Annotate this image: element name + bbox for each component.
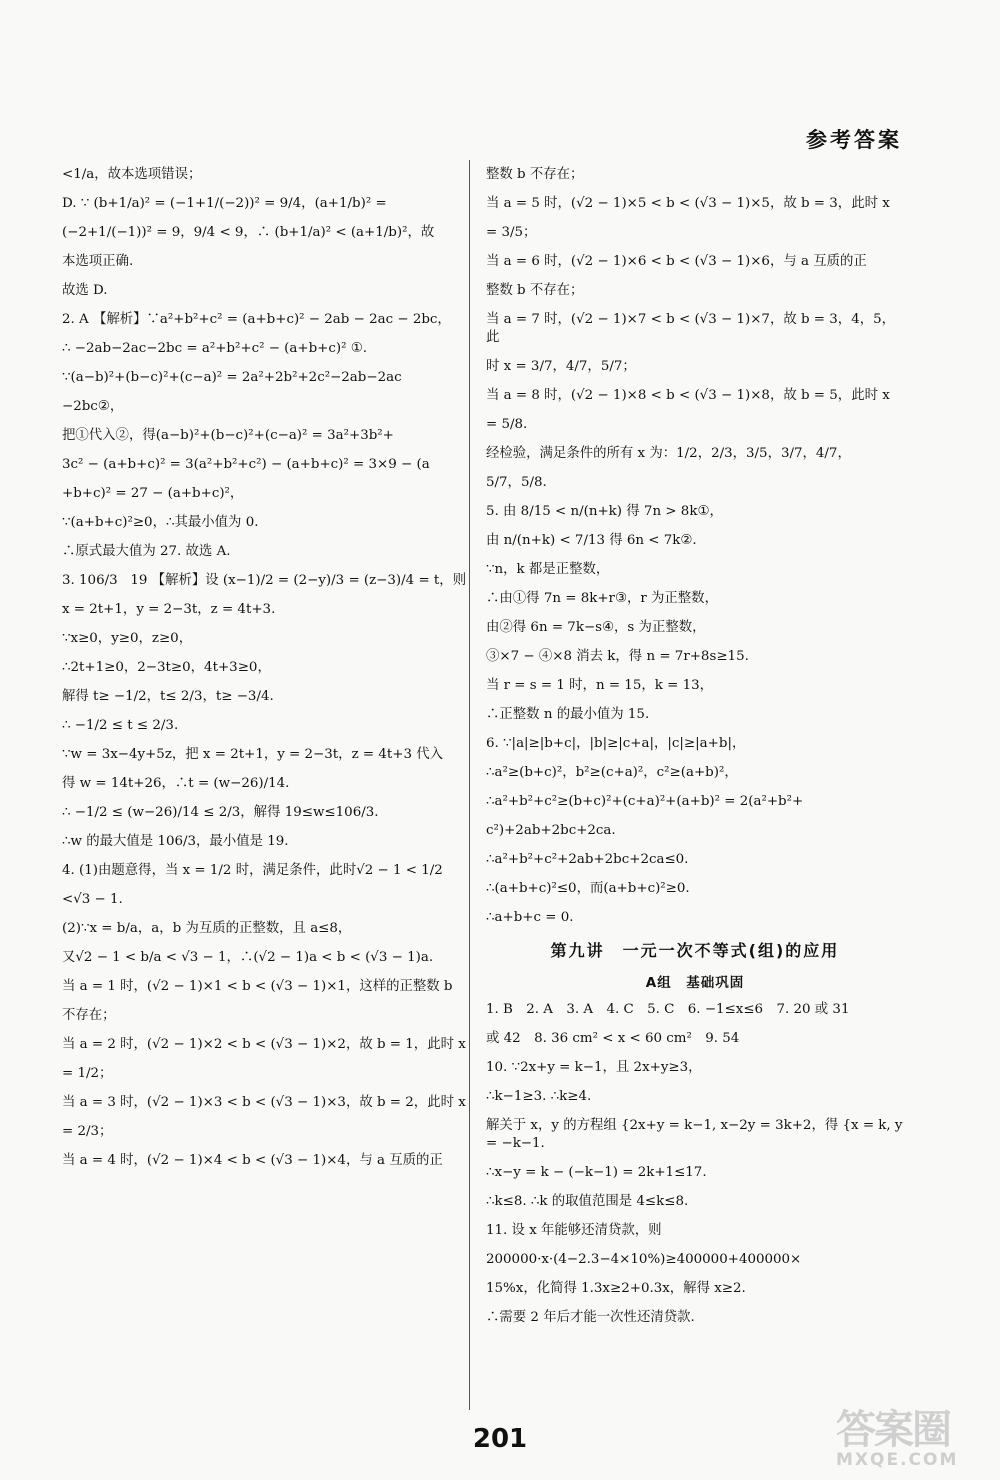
- answer-line: 又√2 − 1 < b/a < √3 − 1，∴(√2 − 1)a < b < (√3 − 1)a.: [62, 950, 434, 965]
- answer-line: ∴k≤8. ∴k 的取值范围是 4≤k≤8.: [486, 1194, 689, 1209]
- answer-line: 当 r = s = 1 时，n = 15，k = 13，: [486, 678, 714, 693]
- answer-line: −2bc②，: [62, 399, 124, 414]
- answer-line: 或 42 8. 36 cm² < x < 60 cm² 9. 54: [486, 1031, 740, 1046]
- answer-line: 当 a = 4 时，(√2 − 1)×4 < b < (√3 − 1)×4，与 a 互质的正: [62, 1153, 443, 1168]
- answer-line: <1/a，故本选项错误；: [62, 167, 202, 182]
- answer-line: = 1/2；: [62, 1066, 113, 1081]
- answer-line: 当 a = 2 时，(√2 − 1)×2 < b < (√3 − 1)×2，故 b = 1，此时 x: [62, 1037, 466, 1052]
- answer-line: 时 x = 3/7，4/7，5/7；: [486, 359, 636, 374]
- watermark-url: MXQE.COM: [836, 1450, 959, 1470]
- answer-line: 当 a = 1 时，(√2 − 1)×1 < b < (√3 − 1)×1，这样的正整数 b: [62, 979, 453, 994]
- answer-line: ∴k−1≥3. ∴k≥4.: [486, 1089, 592, 1104]
- answer-line: ∴x−y = k − (−k−1) = 2k+1≤17.: [486, 1165, 707, 1180]
- answer-line: <√3 − 1.: [62, 892, 123, 907]
- answer-line: ∵w = 3x−4y+5z，把 x = 2t+1，y = 2−3t，z = 4t+3 代入: [62, 747, 444, 762]
- answer-line: ∴(a+b+c)²≤0，而(a+b+c)²≥0.: [486, 881, 690, 896]
- answer-line: 2. A 【解析】∵a²+b²+c² = (a+b+c)² − 2ab − 2ac − 2bc，: [62, 312, 451, 327]
- answer-line: 故选 D.: [62, 283, 108, 298]
- answer-line: ∴原式最大值为 27. 故选 A.: [62, 544, 231, 559]
- answer-line: 当 a = 7 时，(√2 − 1)×7 < b < (√3 − 1)×7，故 b = 3，4，5，此: [486, 312, 896, 345]
- answer-line: 当 a = 3 时，(√2 − 1)×3 < b < (√3 − 1)×3，故 b = 2，此时 x: [62, 1095, 466, 1110]
- answer-line: 由②得 6n = 7k−s④，s 为正整数，: [486, 620, 706, 635]
- answer-line: 当 a = 5 时，(√2 − 1)×5 < b < (√3 − 1)×5，故 b = 3，此时 x: [486, 196, 890, 211]
- section-group-title: A组 基础巩固: [645, 975, 745, 991]
- answer-line: ∴a²≥(b+c)²，b²≥(c+a)²，c²≥(a+b)²，: [486, 765, 738, 780]
- watermark-logo: [836, 1407, 986, 1470]
- answer-line: c²)+2ab+2bc+2ca.: [486, 823, 616, 838]
- answer-line: +b+c)² = 27 − (a+b+c)²，: [62, 486, 244, 501]
- answer-line: 解得 t≥ −1/2，t≤ 2/3，t≥ −3/4.: [62, 689, 274, 704]
- page-header-title: 参考答案: [806, 128, 902, 152]
- answer-line: 5. 由 8/15 < n/(n+k) 得 7n > 8k①，: [486, 504, 723, 519]
- answer-line: ∴ −2ab−2ac−2bc = a²+b²+c² − (a+b+c)² ①.: [62, 341, 367, 356]
- answer-line: 5/7，5/8.: [486, 475, 547, 490]
- answer-line: (2)∵x = b/a，a，b 为互质的正整数，且 a≤8，: [62, 921, 352, 936]
- answer-line: (−2+1/(−1))² = 9，9/4 < 9，∴ (b+1/a)² < (a+1/b)²，故: [62, 225, 435, 240]
- answer-line: ∴ −1/2 ≤ t ≤ 2/3.: [62, 718, 179, 733]
- section-title: 第九讲 一元一次不等式(组)的应用: [550, 941, 840, 960]
- answer-line: ∴正整数 n 的最小值为 15.: [486, 707, 650, 722]
- answer-line: = 3/5；: [486, 225, 537, 240]
- answer-line: 本选项正确.: [62, 254, 134, 269]
- answer-line: 15%x，化简得 1.3x≥2+0.3x，解得 x≥2.: [486, 1281, 746, 1296]
- answer-line: 3c² − (a+b+c)² = 3(a²+b²+c²) − (a+b+c)² = 3×9 − (a: [62, 457, 430, 472]
- answer-line: ∵(a+b+c)²≥0，∴其最小值为 0.: [62, 515, 259, 530]
- answer-line: ∴2t+1≥0，2−3t≥0，4t+3≥0，: [62, 660, 271, 675]
- answer-line: 当 a = 8 时，(√2 − 1)×8 < b < (√3 − 1)×8，故 b = 5，此时 x: [486, 388, 890, 403]
- left-column: [62, 166, 480, 1181]
- answer-line: ∵n，k 都是正整数，: [486, 562, 610, 577]
- watermark-text: 答案圈: [836, 1407, 950, 1453]
- answer-line: ∴a+b+c = 0.: [486, 910, 574, 925]
- answer-line: 由 n/(n+k) < 7/13 得 6n < 7k②.: [486, 533, 697, 548]
- answer-line: = 2/3；: [62, 1124, 113, 1139]
- answer-line: ∴ −1/2 ≤ (w−26)/14 ≤ 2/3，解得 19≤w≤106/3.: [62, 805, 379, 820]
- answer-line: ∵x≥0，y≥0，z≥0，: [62, 631, 193, 646]
- answer-line: ∵(a−b)²+(b−c)²+(c−a)² = 2a²+2b²+2c²−2ab−2ac: [62, 370, 402, 385]
- answer-line: 当 a = 6 时，(√2 − 1)×6 < b < (√3 − 1)×6，与 a 互质的正: [486, 254, 867, 269]
- answer-line: ∴a²+b²+c²+2ab+2bc+2ca≤0.: [486, 852, 689, 867]
- answer-line: 经检验，满足条件的所有 x 为：1/2，2/3，3/5，3/7，4/7，: [486, 446, 851, 461]
- answer-line: 10. ∵2x+y = k−1，且 2x+y≥3，: [486, 1060, 702, 1075]
- answer-line: 得 w = 14t+26，∴t = (w−26)/14.: [62, 776, 290, 791]
- answer-line: 11. 设 x 年能够还清贷款，则: [486, 1223, 662, 1238]
- answer-line: ∴w 的最大值是 106/3，最小值是 19.: [62, 834, 289, 849]
- answer-line: 3. 106/3 19 【解析】设 (x−1)/2 = (2−y)/3 = (z−3)/4 = t，则: [62, 573, 467, 588]
- answer-line: 把①代入②，得(a−b)²+(b−c)²+(c−a)² = 3a²+3b²+: [62, 428, 394, 443]
- answer-line: ∴由①得 7n = 8k+r③，r 为正整数，: [486, 591, 718, 606]
- answer-line: = 5/8.: [486, 417, 528, 432]
- answer-line: ③×7 − ④×8 消去 k，得 n = 7r+8s≥15.: [486, 649, 749, 664]
- answer-line: x = 2t+1，y = 2−3t，z = 4t+3.: [62, 602, 276, 617]
- right-column: [486, 166, 907, 1338]
- answer-line: 解关于 x，y 的方程组 {2x+y = k−1, x−2y = 3k+2，得 {x = k, y = −k−1.: [486, 1118, 907, 1151]
- answer-line: 整数 b 不存在；: [486, 283, 584, 298]
- answer-line: 6. ∵|a|≥|b+c|，|b|≥|c+a|，|c|≥|a+b|，: [486, 736, 746, 751]
- answer-line: ∴a²+b²+c²≥(b+c)²+(c+a)²+(a+b)² = 2(a²+b²+: [486, 794, 804, 809]
- answer-line: 1. B 2. A 3. A 4. C 5. C 6. −1≤x≤6 7. 20 或 31: [486, 1002, 850, 1017]
- answer-line: 整数 b 不存在；: [486, 167, 584, 182]
- answer-line: 不存在；: [62, 1008, 116, 1023]
- answer-line: D. ∵ (b+1/a)² = (−1+1/(−2))² = 9/4，(a+1/b)² =: [62, 196, 387, 211]
- answer-line: ∴需要 2 年后才能一次性还清贷款.: [486, 1310, 695, 1325]
- answer-line: 4. (1)由题意得，当 x = 1/2 时，满足条件，此时√2 − 1 < 1/2: [62, 863, 443, 878]
- page-number: 201: [472, 1424, 528, 1454]
- answer-line: 200000·x·(4−2.3−4×10%)≥400000+400000×: [486, 1252, 802, 1267]
